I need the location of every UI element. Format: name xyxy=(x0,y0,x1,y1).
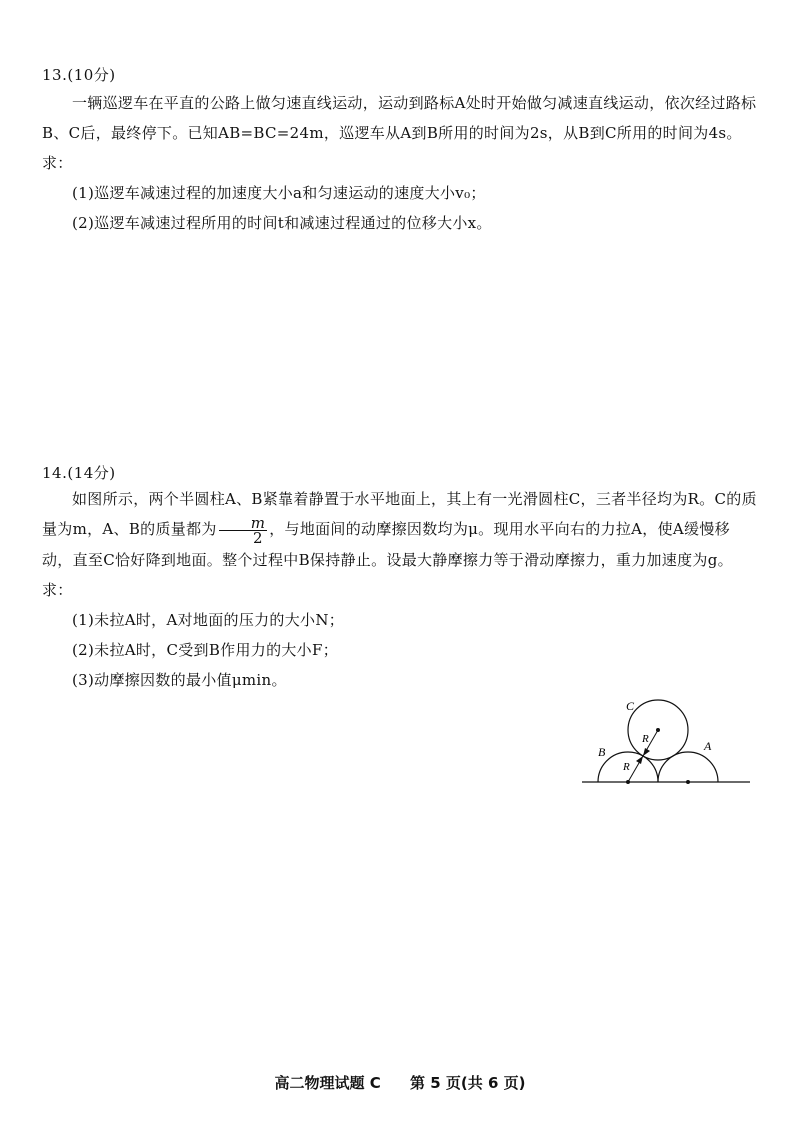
fraction-denominator: 2 xyxy=(253,528,263,547)
q13-item-2: (2)巡逻车减速过程所用的时间t和减速过程通过的位移大小x。 xyxy=(72,214,492,232)
label-c: C xyxy=(626,699,635,713)
mass-fraction xyxy=(219,513,268,547)
q14-header: 14.(14分) xyxy=(42,464,116,482)
q14-item-2: (2)未拉A时，C受到B作用力的大小F； xyxy=(72,640,338,659)
label-a: A xyxy=(704,739,712,753)
q14-item-1: (1)未拉A时，A对地面的压力的大小N； xyxy=(72,610,345,629)
arrow-head-b xyxy=(636,756,643,764)
footer-title: 高二物理试题 C xyxy=(274,1074,381,1092)
label-radius-c: R xyxy=(642,733,649,745)
fraction-numerator: m xyxy=(219,516,268,531)
q14-body xyxy=(42,484,758,695)
q14-stem-part-b: ，与地面间的动摩擦因数均为μ。现用水平向右的力拉A，使A缓慢移动，直至C恰好降到地面。整个过程中B保持静止。设最大静摩擦力等于滑动摩擦力，重力加速度为g。求： xyxy=(42,520,733,599)
cylinders-diagram xyxy=(578,690,754,790)
q13-stem: 一辆巡逻车在平直的公路上做匀速直线运动，运动到路标A处时开始做匀减速直线运动，依次经过路标B、C后，最终停下。已知AB=BC=24m，巡逻车从A到B所用的时间为2s，从B到C所用的时间为4s。求： xyxy=(42,94,757,172)
footer-page-number: 第 5 页(共 6 页) xyxy=(409,1074,526,1092)
arrow-head-c xyxy=(643,748,650,756)
label-b: B xyxy=(598,745,606,759)
q13-body xyxy=(42,88,758,238)
label-radius-b: R xyxy=(623,761,630,773)
q13-item-1: (1)巡逻车减速过程的加速度大小a和匀速运动的速度大小v₀； xyxy=(72,184,486,202)
q14-stem-part-a: 如图所示，两个半圆柱A、B紧靠着静置于水平地面上，其上有一光滑圆柱C，三者半径均为R。C的质量为m，A、B的质量都为 xyxy=(42,490,757,538)
center-a xyxy=(686,780,690,784)
page-footer xyxy=(0,1072,800,1093)
q14-stem xyxy=(42,484,758,605)
q13-header: 13.(10分) xyxy=(42,66,116,84)
q14-item-3: (3)动摩擦因数的最小值μmin。 xyxy=(72,670,287,689)
half-cylinder-a xyxy=(658,752,718,782)
